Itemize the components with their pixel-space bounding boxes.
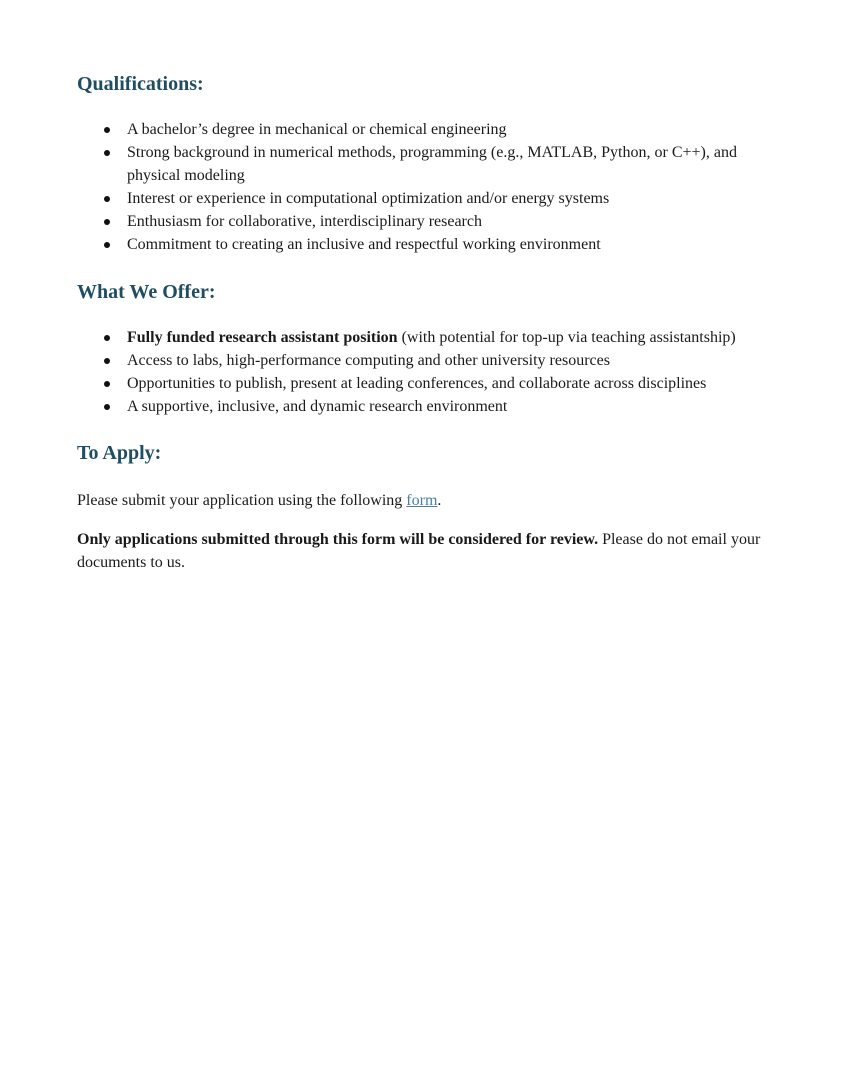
list-item	[77, 349, 787, 372]
list-item	[77, 233, 787, 256]
list-item	[77, 118, 787, 141]
qualifications-list	[77, 118, 787, 256]
list-item	[77, 187, 787, 210]
offer-heading: What We Offer:	[77, 281, 216, 303]
qualifications-heading: Qualifications:	[77, 73, 204, 95]
list-item-text: Access to labs, high-performance computing and other university resources	[127, 352, 610, 369]
bullet-icon	[104, 127, 110, 133]
notice-paragraph	[77, 528, 787, 574]
list-item-text: A bachelor’s degree in mechanical or chemical engineering	[127, 121, 507, 138]
apply-heading: To Apply:	[77, 442, 162, 464]
list-item-text: A supportive, inclusive, and dynamic research environment	[127, 398, 508, 415]
list-item	[77, 141, 787, 187]
list-item-text: Enthusiasm for collaborative, interdisciplinary research	[127, 213, 482, 230]
bullet-icon	[104, 358, 110, 364]
list-item-text: Opportunities to publish, present at leading conferences, and collaborate across disciplines	[127, 375, 707, 392]
list-item-text: Commitment to creating an inclusive and respectful working environment	[127, 236, 601, 253]
list-item	[77, 326, 787, 349]
apply-text: Please submit your application using the following	[77, 492, 407, 509]
list-item-bold-text: Fully funded research assistant position	[127, 329, 398, 346]
bullet-icon	[104, 381, 110, 387]
notice-text: Please do not email your documents to us.	[77, 531, 761, 571]
form-link[interactable]: form	[406, 492, 438, 509]
bullet-icon	[104, 335, 110, 341]
list-item-text: Interest or experience in computational optimization and/or energy systems	[127, 190, 610, 207]
bullet-icon	[104, 219, 110, 225]
bullet-icon	[104, 150, 110, 156]
notice-bold-text: Only applications submitted through this form will be considered for review.	[77, 531, 599, 548]
list-item-text: (with potential for top-up via teaching assistantship)	[397, 329, 736, 346]
list-item	[77, 372, 787, 395]
document-content	[77, 70, 787, 574]
apply-paragraph	[77, 489, 787, 512]
bullet-icon	[104, 404, 110, 410]
list-item	[77, 395, 787, 418]
bullet-icon	[104, 242, 110, 248]
list-item-text: Strong background in numerical methods, programming (e.g., MATLAB, Python, or C++), and physical modeling	[127, 144, 737, 184]
list-item	[77, 210, 787, 233]
bullet-icon	[104, 196, 110, 202]
apply-text-end: .	[437, 492, 442, 509]
offer-list	[77, 326, 787, 418]
